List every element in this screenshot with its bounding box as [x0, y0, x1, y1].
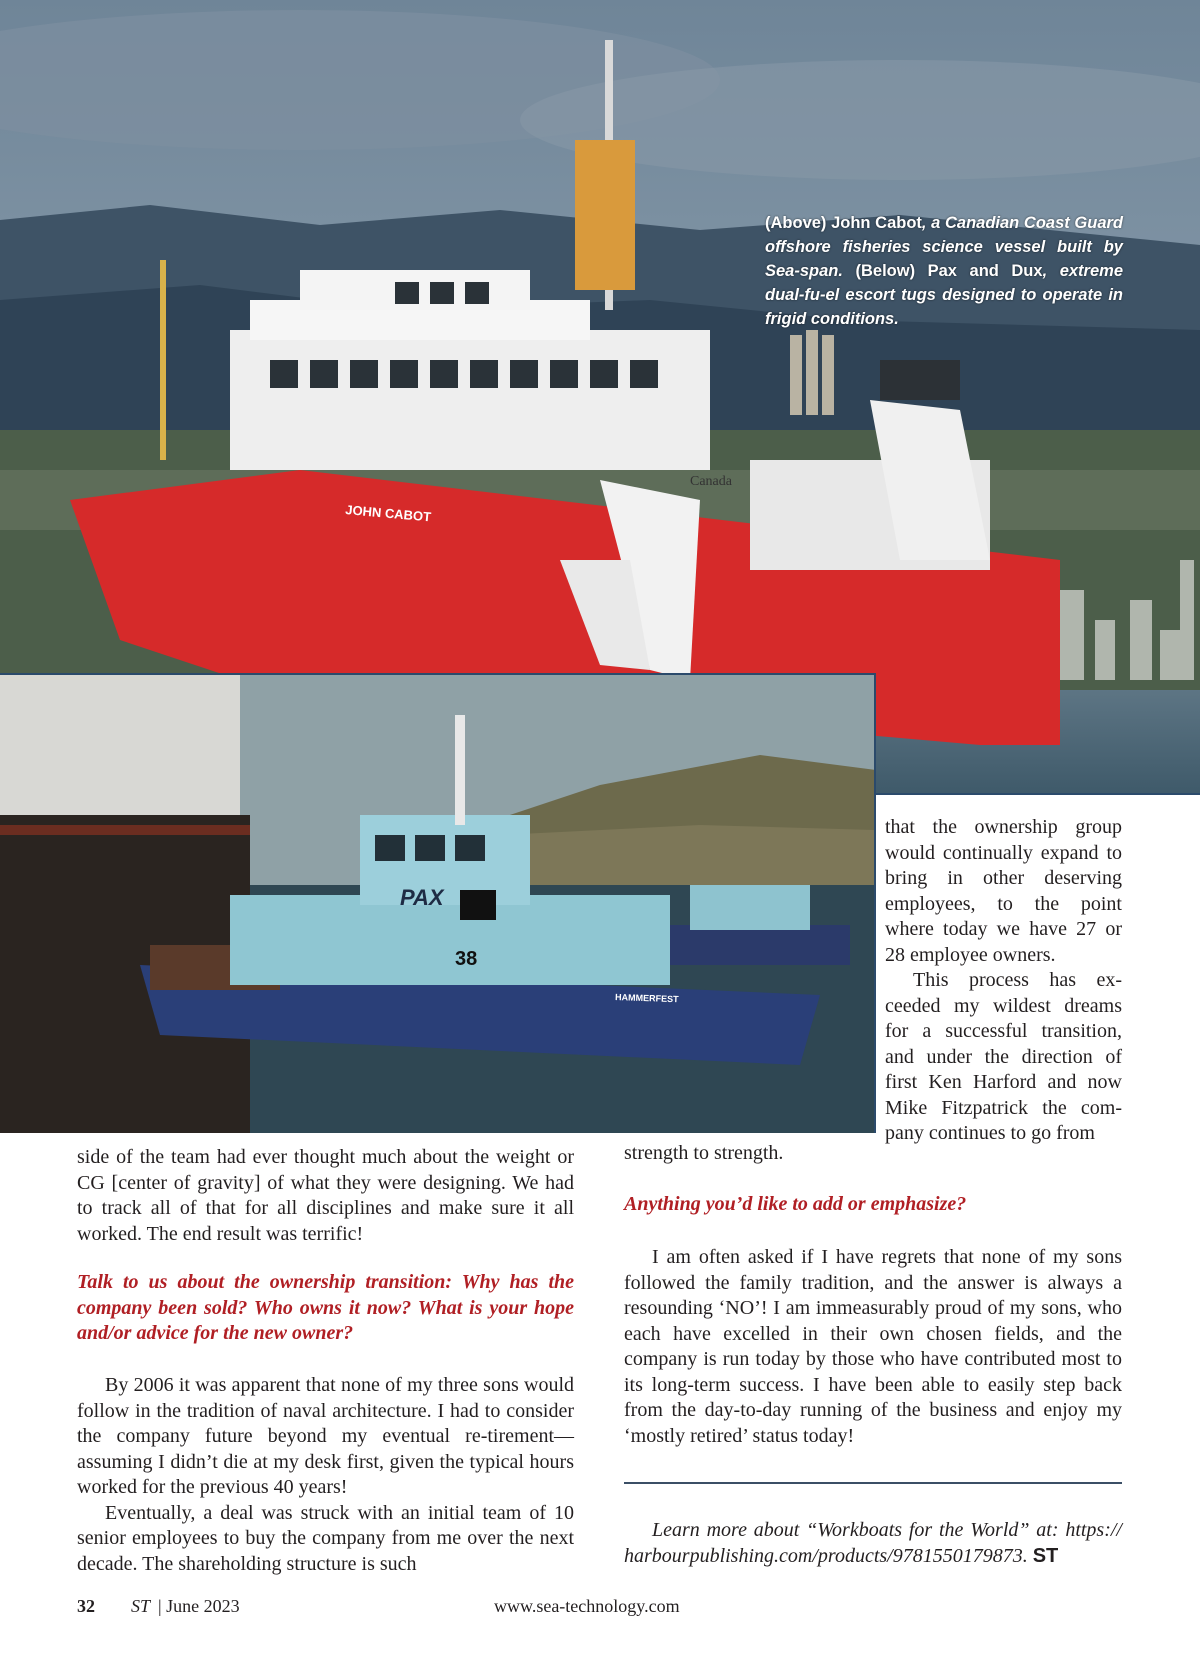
- caption-part-1: (Above) John Cabot: [765, 214, 922, 232]
- paragraph: By 2006 it was apparent that none of my three sons would follow in the tradition of naval architecture. I had to consider the company future beyond my eventual re-tirement—assuming I didn’t die at my desk first, given the typical hours worked for the previous 40 years!: [77, 1374, 574, 1498]
- photo-caption: [765, 211, 1123, 331]
- right-column-continuation: [624, 1141, 1122, 1167]
- tug-number-label: 38: [455, 948, 478, 970]
- right-column-body: [624, 1245, 1122, 1449]
- issue-date: | June 2023: [158, 1596, 240, 1616]
- learn-more-note: [624, 1518, 1122, 1569]
- tug-name-label: PAX: [400, 885, 444, 910]
- paragraph: I am often asked if I have regrets that none of my sons followed the family tradition, and the answer is always a resounding ‘NO’! I am immeasurably proud of my sons, who each have excelled in their own chosen fields, and the company is run today by those who have contributed most to its long-term success. I have been able to easily step back from the day-to-day running of the business and enjoy my ‘mostly retired’ status today!: [624, 1246, 1122, 1447]
- magazine-name: ST: [131, 1596, 151, 1616]
- page-number: 32: [77, 1596, 95, 1616]
- tug-illustration: [0, 675, 876, 1133]
- section-divider: [624, 1482, 1122, 1484]
- left-column-body: [77, 1373, 574, 1577]
- left-column-intro: [77, 1145, 574, 1247]
- photo-pax-dux: [0, 673, 876, 1133]
- paragraph: strength to strength.: [624, 1142, 784, 1164]
- paragraph: that the ownership group would continually expand to bring in other deserving employees, to the point where today we have 27 or 28 employee owners.: [885, 816, 1122, 966]
- question-add-emphasize: Anything you’d like to add or emphasize?: [624, 1193, 967, 1215]
- caption-part-2: , a Canadian Coast Guard offshore fisheries science vessel built by Sea-span.: [765, 214, 1124, 280]
- paragraph: This process has ex-ceeded my wildest dreams for a successful transition, and under the direction of first Ken Harford and now Mike Fitzpatrick the com-pany continues to go from: [885, 969, 1122, 1144]
- right-column-top: [885, 815, 1122, 1147]
- paragraph: Eventually, a deal was struck with an initial team of 10 senior employees to buy the company from me over the next decade. The shareholding structure is such: [77, 1501, 574, 1575]
- ship-name-label: JOHN CABOT: [344, 502, 432, 525]
- caption-part-3: (Below) Pax and Dux: [855, 262, 1043, 280]
- learn-more-link-text[interactable]: Learn more about “Workboats for the World” at: https:// harbourpublishing.com/products/9781550179873.: [624, 1519, 1122, 1567]
- photo-border: [876, 793, 1200, 795]
- end-mark: ST: [1032, 1544, 1059, 1567]
- question-ownership: Talk to us about the ownership transition: Why has the company been sold? Who owns it now? What is your hope and/or advice for the new owner?: [77, 1271, 574, 1344]
- paragraph: side of the team had ever thought much about the weight or CG [center of gravity] of what they were designing. We had to track all of that for all disciplines and make sure it all worked. The end result was terrific!: [77, 1146, 574, 1245]
- website-link[interactable]: www.sea-technology.com: [494, 1596, 680, 1616]
- tug-port-label: HAMMERFEST: [614, 992, 679, 1005]
- ship-side-label: Canada: [690, 474, 732, 489]
- caption-part-4: , extreme dual-fu-el escort tugs designed to operate in frigid conditions.: [765, 262, 1123, 328]
